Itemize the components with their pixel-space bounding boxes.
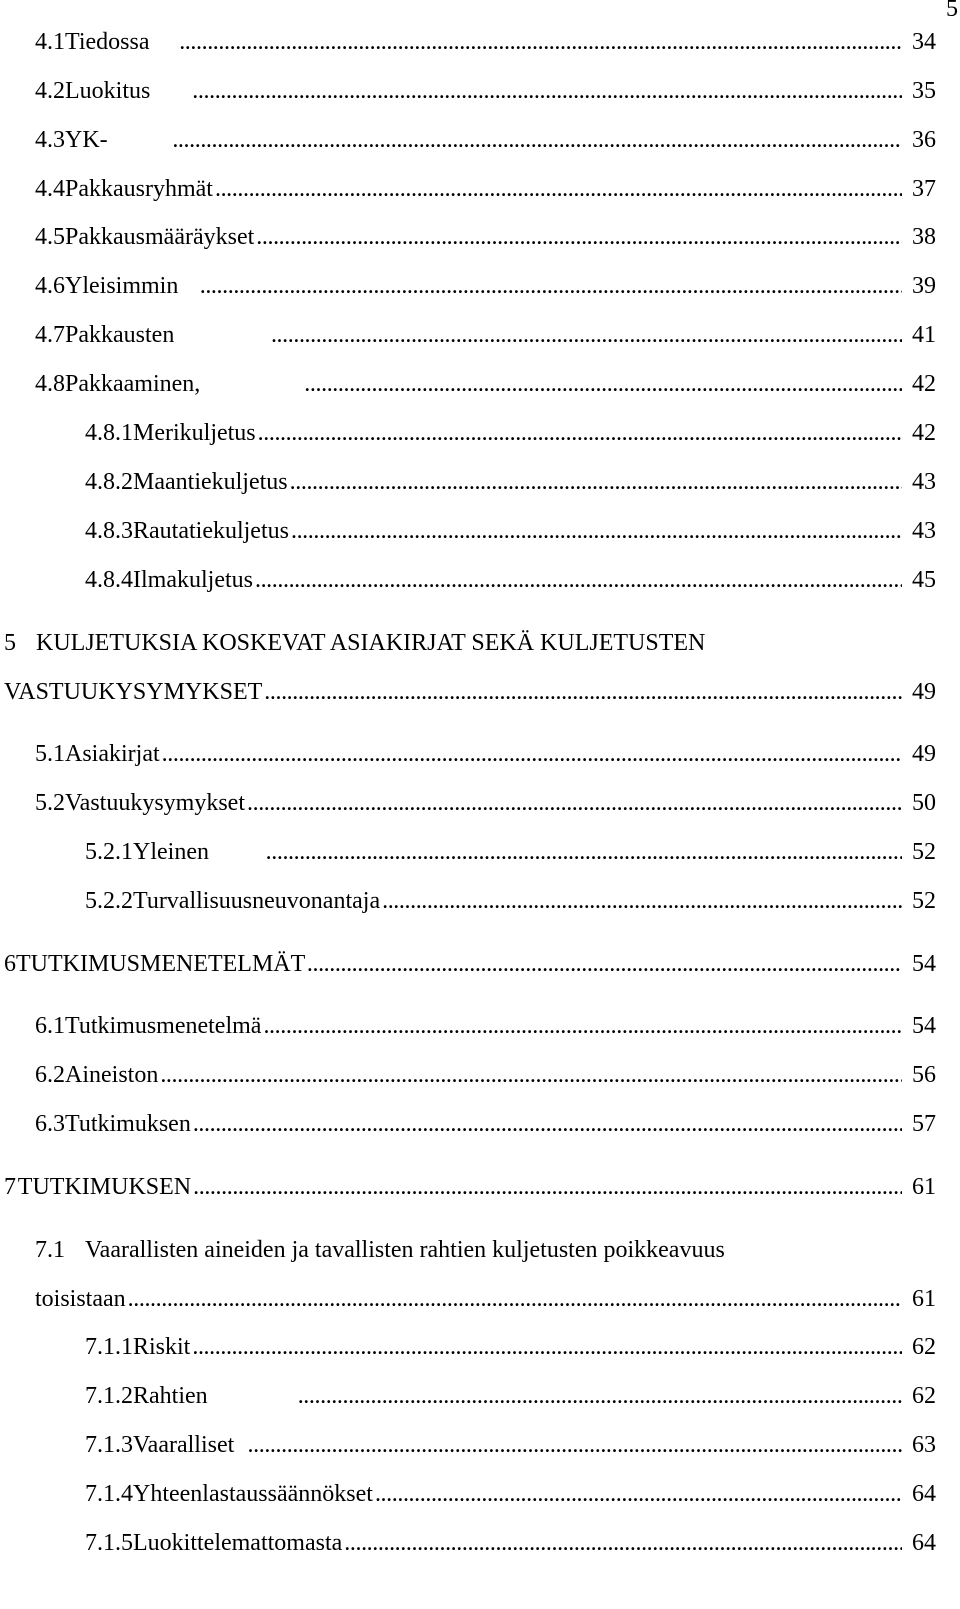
toc-entry-number: 4.4 bbox=[35, 176, 65, 202]
toc-entry-title: Tutkimusmenetelmä bbox=[65, 1013, 262, 1039]
dot-leader bbox=[263, 1009, 902, 1043]
toc-entry-number: 4.8.3 bbox=[85, 518, 133, 544]
toc-entry[interactable] bbox=[85, 1379, 936, 1413]
toc-entry[interactable] bbox=[85, 835, 936, 869]
dot-leader bbox=[248, 1428, 902, 1462]
toc-entry[interactable] bbox=[85, 884, 936, 918]
toc-entry-number: 4.5 bbox=[35, 224, 65, 250]
toc-entry-page: 45 bbox=[912, 567, 936, 593]
toc-entry-page: 34 bbox=[912, 29, 936, 55]
toc-entry-title: Tutkimuksen bbox=[65, 1111, 191, 1137]
toc-entry-number: 5.1 bbox=[35, 741, 65, 767]
toc-entry[interactable] bbox=[85, 1477, 936, 1511]
toc-entry-title: Pakkaaminen, bbox=[65, 371, 201, 397]
toc-entry-title: Pakkausten bbox=[65, 322, 175, 348]
toc-entry[interactable] bbox=[85, 416, 936, 450]
toc-entry-title: Pakkausryhmät bbox=[65, 176, 213, 202]
dot-leader bbox=[258, 416, 902, 450]
dot-leader bbox=[192, 74, 902, 108]
toc-entry-number: 4.2 bbox=[35, 78, 65, 104]
toc-entry-page: 42 bbox=[912, 420, 936, 446]
dot-leader bbox=[298, 1379, 902, 1413]
toc-entry-number: 7.1.1 bbox=[85, 1334, 133, 1360]
toc-entry-page: 43 bbox=[912, 518, 936, 544]
toc-entry-title: Yhteenlastaussäännökset bbox=[133, 1481, 373, 1507]
toc-entry-number: 7 bbox=[4, 1174, 16, 1200]
toc-entry-number: 4.8.1 bbox=[85, 420, 133, 446]
toc-entry-page: 61 bbox=[912, 1174, 936, 1200]
toc-entry[interactable] bbox=[35, 1009, 936, 1043]
toc-entry[interactable] bbox=[35, 737, 936, 771]
toc-entry[interactable] bbox=[85, 1330, 936, 1364]
dot-leader bbox=[291, 514, 902, 548]
toc-entry-title: Pakkausmääräykset bbox=[65, 224, 255, 250]
toc-entry-page: 64 bbox=[912, 1530, 936, 1556]
toc-entry[interactable] bbox=[35, 25, 936, 59]
toc-entry-page: 62 bbox=[912, 1383, 936, 1409]
dot-leader bbox=[382, 884, 902, 918]
toc-entry-number: 6.3 bbox=[35, 1111, 65, 1137]
toc-entry-number: 6.1 bbox=[35, 1013, 65, 1039]
toc-entry-page: 41 bbox=[912, 322, 936, 348]
toc-entry-title: Turvallisuusneuvonantaja bbox=[133, 888, 381, 914]
toc-entry-page: 36 bbox=[912, 127, 936, 153]
toc-entry-number: 5.2.1 bbox=[85, 839, 133, 865]
dot-leader bbox=[375, 1477, 902, 1511]
toc-entry-title: Luokittelemattomasta bbox=[133, 1530, 343, 1556]
toc-entry-number: 4.8 bbox=[35, 371, 65, 397]
toc-entry[interactable] bbox=[4, 1170, 936, 1204]
toc-entry-title: Riskit bbox=[133, 1334, 191, 1360]
dot-leader bbox=[200, 269, 902, 303]
dot-leader bbox=[256, 220, 902, 254]
dot-leader bbox=[344, 1526, 902, 1560]
toc-entry[interactable] bbox=[35, 123, 936, 157]
toc-entry-title: Aineiston bbox=[65, 1062, 159, 1088]
toc-entry-page: 64 bbox=[912, 1481, 936, 1507]
dot-leader bbox=[255, 563, 902, 597]
toc-entry-page: 37 bbox=[912, 176, 936, 202]
toc-entry-title: Vaaralliset bbox=[133, 1432, 235, 1458]
toc-entry-title: TUTKIMUKSEN bbox=[17, 1174, 192, 1200]
toc-entry-number: 6 bbox=[4, 951, 16, 977]
toc-entry-number: 7.1 bbox=[35, 1237, 65, 1263]
toc-entry-page: 57 bbox=[912, 1111, 936, 1137]
toc-entry[interactable] bbox=[85, 514, 936, 548]
toc-entry-page: 61 bbox=[912, 1286, 936, 1312]
toc-entry[interactable] bbox=[4, 626, 705, 660]
dot-leader bbox=[193, 1170, 902, 1204]
toc-entry[interactable] bbox=[35, 318, 936, 352]
dot-leader bbox=[247, 786, 902, 820]
toc-entry-title: VASTUUKYSYMYKSET bbox=[4, 679, 263, 705]
toc-entry-title: Rahtien bbox=[133, 1383, 208, 1409]
toc-entry-number: 7.1.2 bbox=[85, 1383, 133, 1409]
toc-entry-number: 4.8.2 bbox=[85, 469, 133, 495]
toc-entry[interactable] bbox=[85, 563, 936, 597]
toc-entry[interactable] bbox=[35, 220, 936, 254]
toc-entry-number: 4.1 bbox=[35, 29, 65, 55]
toc-entry-number: 6.2 bbox=[35, 1062, 65, 1088]
toc-entry[interactable] bbox=[35, 786, 936, 820]
toc-entry-page: 49 bbox=[912, 741, 936, 767]
dot-leader bbox=[128, 1282, 902, 1316]
dot-leader bbox=[290, 465, 902, 499]
toc-entry-number: 5.2.2 bbox=[85, 888, 133, 914]
toc-entry-title: Yleinen bbox=[133, 839, 209, 865]
toc-entry-title: Maantiekuljetus bbox=[133, 469, 288, 495]
toc-entry[interactable] bbox=[4, 675, 936, 709]
toc-entry-number: 5.2 bbox=[35, 790, 65, 816]
toc-entry-page: 52 bbox=[912, 839, 936, 865]
toc-entry-number: 4.8.4 bbox=[85, 567, 133, 593]
toc-entry[interactable] bbox=[35, 1058, 936, 1092]
toc-entry-title: Asiakirjat bbox=[65, 741, 160, 767]
page-number: 5 bbox=[946, 0, 958, 22]
toc-entry-number: 4.6 bbox=[35, 273, 65, 299]
toc-entry[interactable] bbox=[4, 947, 936, 981]
toc-entry-page: 50 bbox=[912, 790, 936, 816]
toc-entry-page: 63 bbox=[912, 1432, 936, 1458]
toc-entry-title: Merikuljetus bbox=[133, 420, 256, 446]
toc-entry-title: Rautatiekuljetus bbox=[133, 518, 289, 544]
dot-leader bbox=[193, 1107, 902, 1141]
toc-entry[interactable] bbox=[85, 1428, 936, 1462]
toc-entry-page: 38 bbox=[912, 224, 936, 250]
dot-leader bbox=[266, 835, 902, 869]
toc-entry-page: 62 bbox=[912, 1334, 936, 1360]
toc-entry[interactable] bbox=[85, 1526, 936, 1560]
toc-entry-page: 39 bbox=[912, 273, 936, 299]
toc-entry[interactable] bbox=[35, 367, 936, 401]
dot-leader bbox=[271, 318, 902, 352]
toc-entry-title: TUTKIMUSMENETELMÄT bbox=[16, 951, 305, 977]
toc-entry-number: 4.3 bbox=[35, 127, 65, 153]
toc-entry-title: YK- bbox=[65, 127, 108, 153]
dot-leader bbox=[264, 675, 902, 709]
toc-entry-title: Vastuukysymykset bbox=[65, 790, 245, 816]
toc-entry-title: Vaarallisten aineiden ja tavallisten rahtien kuljetusten poikkeavuus bbox=[85, 1237, 725, 1263]
toc-entry-title: Tiedossa bbox=[65, 29, 150, 55]
toc-entry-page: 43 bbox=[912, 469, 936, 495]
toc-entry-page: 35 bbox=[912, 78, 936, 104]
dot-leader bbox=[160, 1058, 902, 1092]
dot-leader bbox=[179, 25, 902, 59]
toc-entry-title: Luokitus bbox=[65, 78, 151, 104]
toc-entry[interactable] bbox=[35, 74, 936, 108]
toc-entry-title: KULJETUKSIA KOSKEVAT ASIAKIRJAT SEKÄ KULJETUSTEN bbox=[36, 630, 706, 656]
toc-entry[interactable] bbox=[35, 269, 936, 303]
dot-leader bbox=[172, 123, 902, 157]
toc-entry-page: 52 bbox=[912, 888, 936, 914]
toc-entry-number: 7.1.4 bbox=[85, 1481, 133, 1507]
toc-entry[interactable] bbox=[35, 1233, 725, 1267]
toc-entry[interactable] bbox=[35, 1107, 936, 1141]
toc-entry-page: 42 bbox=[912, 371, 936, 397]
toc-entry-page: 54 bbox=[912, 1013, 936, 1039]
dot-leader bbox=[215, 172, 902, 206]
toc-entry[interactable] bbox=[35, 172, 936, 206]
toc-entry-page: 54 bbox=[912, 951, 936, 977]
toc-entry-number: 5 bbox=[4, 630, 16, 656]
toc-entry-number: 7.1.5 bbox=[85, 1530, 133, 1556]
toc-entry-page: 49 bbox=[912, 679, 936, 705]
dot-leader bbox=[162, 737, 902, 771]
dot-leader bbox=[307, 947, 902, 981]
toc-entry-title: toisistaan bbox=[35, 1286, 126, 1312]
toc-entry[interactable] bbox=[85, 465, 936, 499]
dot-leader bbox=[304, 367, 902, 401]
toc-entry-number: 7.1.3 bbox=[85, 1432, 133, 1458]
toc-entry-number: 4.7 bbox=[35, 322, 65, 348]
toc-entry-page: 56 bbox=[912, 1062, 936, 1088]
toc-entry-title: Yleisimmin bbox=[65, 273, 179, 299]
toc-entry[interactable] bbox=[35, 1282, 936, 1316]
dot-leader bbox=[192, 1330, 902, 1364]
toc-entry-title: Ilmakuljetus bbox=[133, 567, 253, 593]
